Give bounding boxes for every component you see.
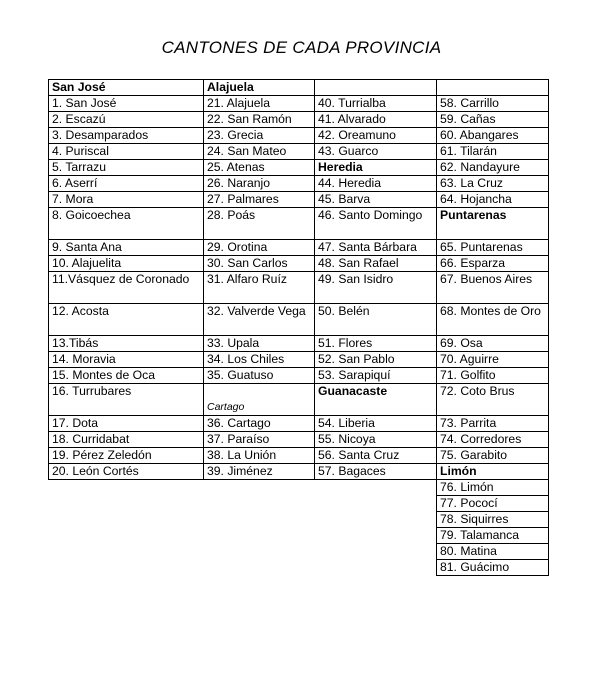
table-row [49,240,549,256]
table-cell: 17. Dota [49,416,204,432]
table-cell: 38. La Unión [204,448,315,464]
table-cell: 67. Buenos Aires [437,272,549,304]
table-cell: 50. Belén [315,304,437,336]
table-cell: 29. Orotina [204,240,315,256]
table-cell: 69. Osa [437,336,549,352]
table-cell: 25. Atenas [204,160,315,176]
table-cell: 51. Flores [315,336,437,352]
table-row [49,112,549,128]
table-row [49,368,549,384]
table-cell: 34. Los Chiles [204,352,315,368]
table-row [49,80,549,96]
table-cell: 21. Alajuela [204,96,315,112]
table-cell: 19. Pérez Zeledón [49,448,204,464]
table-cell: 40. Turrialba [315,96,437,112]
table-cell: 11.Vásquez de Coronado [49,272,204,304]
table-cell: 15. Montes de Oca [49,368,204,384]
table-cell: 58. Carrillo [437,96,549,112]
table-cell: 7. Mora [49,192,204,208]
table-row [49,336,549,352]
table-cell: 43. Guarco [315,144,437,160]
table-cell [437,80,549,96]
table-row [49,480,549,496]
province-header-cartago: Cartago [204,384,315,416]
table-row [49,144,549,160]
province-header-alajuela: Alajuela [204,80,315,96]
table-cell: 71. Golfito [437,368,549,384]
table-cell: 30. San Carlos [204,256,315,272]
page-title: CANTONES DE CADA PROVINCIA [161,38,442,57]
table-cell: 37. Paraíso [204,432,315,448]
table-cell: 27. Palmares [204,192,315,208]
table-cell: 32. Valverde Vega [204,304,315,336]
table-cell: 78. Siquirres [437,512,549,528]
table-cell [315,80,437,96]
table-cell: 1. San José [49,96,204,112]
table-cell: 12. Acosta [49,304,204,336]
table-row [49,496,549,512]
table-cell: 2. Escazú [49,112,204,128]
table-row [49,352,549,368]
table-cell: 9. Santa Ana [49,240,204,256]
table-row [49,272,549,304]
table-row [49,512,549,528]
table-cell: 68. Montes de Oro [437,304,549,336]
table-row [49,448,549,464]
table-cell: 41. Alvarado [315,112,437,128]
table-cell: 75. Garabito [437,448,549,464]
table-cell: 65. Puntarenas [437,240,549,256]
table-cell: 48. San Rafael [315,256,437,272]
table-cell: 70. Aguirre [437,352,549,368]
table-cell: 24. San Mateo [204,144,315,160]
table-cell: 81. Guácimo [437,560,549,576]
table-cell: 28. Poás [204,208,315,240]
table-row [49,560,549,576]
table-row [49,304,549,336]
table-cell: 14. Moravia [49,352,204,368]
table-row [49,192,549,208]
table-cell: 39. Jiménez [204,464,315,480]
table-cell: 3. Desamparados [49,128,204,144]
table-cell: 60. Abangares [437,128,549,144]
table-cell: 62. Nandayure [437,160,549,176]
table-row [49,416,549,432]
table-row [49,544,549,560]
province-header-limon: Limón [437,464,549,480]
table-cell: 64. Hojancha [437,192,549,208]
table-cell: 56. Santa Cruz [315,448,437,464]
table-cell: 79. Talamanca [437,528,549,544]
table-cell: 76. Limón [437,480,549,496]
table-cell: 74. Corredores [437,432,549,448]
table-row [49,176,549,192]
table-cell: 35. Guatuso [204,368,315,384]
table-cell: 77. Pococí [437,496,549,512]
table-cell: 42. Oreamuno [315,128,437,144]
table-cell: 22. San Ramón [204,112,315,128]
table-cell: 6. Aserrí [49,176,204,192]
table-cell: 63. La Cruz [437,176,549,192]
table-row [49,528,549,544]
table-cell: 72. Coto Brus [437,384,549,416]
table-cell: 10. Alajuelita [49,256,204,272]
province-header-guanacaste: Guanacaste [315,384,437,416]
table-cell: 26. Naranjo [204,176,315,192]
province-header-puntarenas: Puntarenas [437,208,549,240]
table-cell: 57. Bagaces [315,464,437,480]
table-cell: 61. Tilarán [437,144,549,160]
table-cell: 16. Turrubares [49,384,204,416]
table-row [49,256,549,272]
table-cell: 36. Cartago [204,416,315,432]
table-cell: 53. Sarapiquí [315,368,437,384]
table-cell: 31. Alfaro Ruíz [204,272,315,304]
table-cell: 8. Goicoechea [49,208,204,240]
table-cell: 47. Santa Bárbara [315,240,437,256]
table-cell: 20. León Cortés [49,464,204,480]
table-cell: 54. Liberia [315,416,437,432]
table-row [49,384,549,416]
table-cell: 4. Puriscal [49,144,204,160]
table-row [49,96,549,112]
table-row [49,128,549,144]
table-cell: 73. Parrita [437,416,549,432]
table-cell: 52. San Pablo [315,352,437,368]
table-cell: 44. Heredia [315,176,437,192]
table-row [49,208,549,240]
table-cell: 5. Tarrazu [49,160,204,176]
table-cell: 18. Curridabat [49,432,204,448]
table-cell: 13.Tibás [49,336,204,352]
province-header-san-jose: San José [49,80,204,96]
province-header-heredia: Heredia [315,160,437,176]
table-cell: 49. San Isidro [315,272,437,304]
table-cell: 45. Barva [315,192,437,208]
table-row [49,464,549,480]
table-cell: 55. Nicoya [315,432,437,448]
table-row [49,432,549,448]
table-row [49,160,549,176]
table-cell: 33. Upala [204,336,315,352]
table-cell: 46. Santo Domingo [315,208,437,240]
table-cell: 23. Grecia [204,128,315,144]
table-cell: 80. Matina [437,544,549,560]
cantones-table [48,79,549,576]
table-cell: 66. Esparza [437,256,549,272]
table-cell: 59. Cañas [437,112,549,128]
